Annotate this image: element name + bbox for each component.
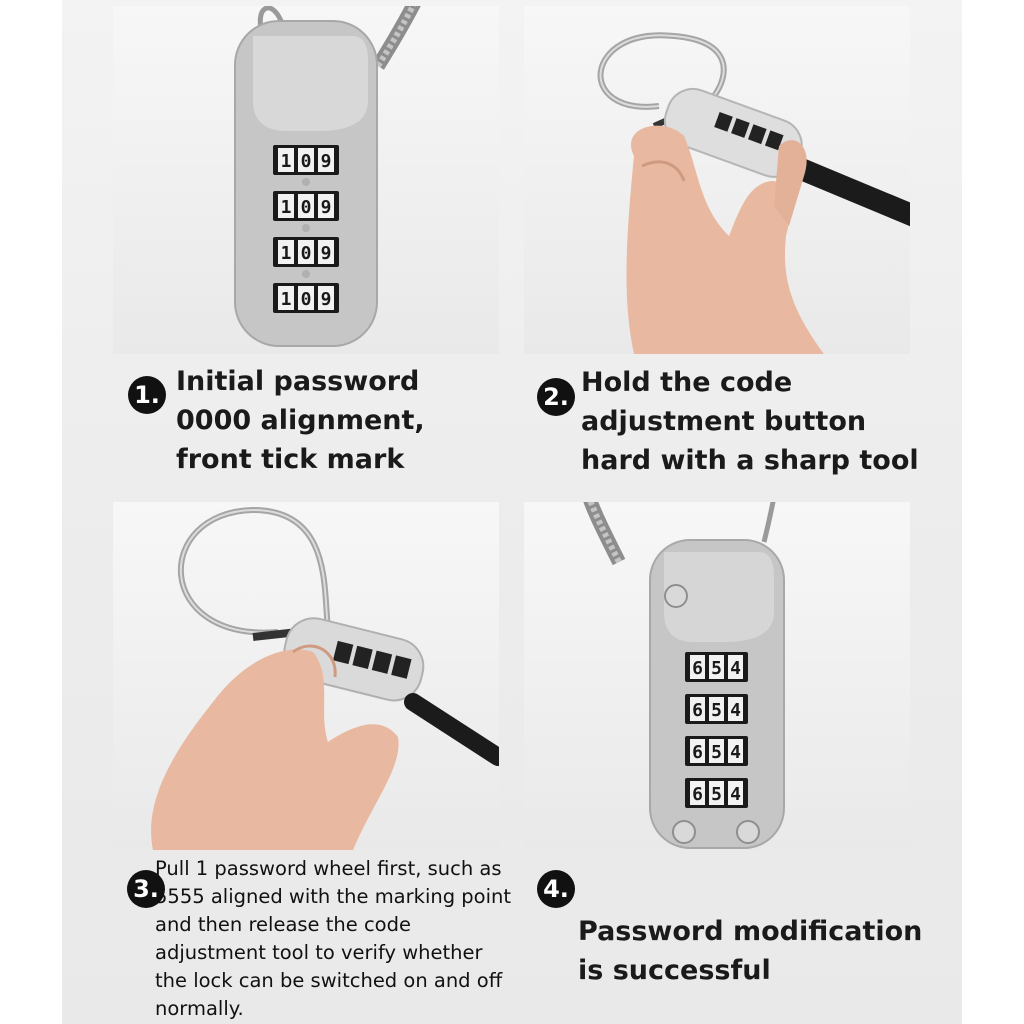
dial-digit: 9 — [320, 151, 332, 172]
step-1-badge: 1. — [128, 376, 166, 414]
dial-digit: 9 — [320, 243, 332, 264]
dial-digit: 6 — [692, 658, 703, 679]
dial-digit: 0 — [300, 243, 312, 264]
dial-digit: 9 — [320, 197, 332, 218]
dial-digit: 0 — [300, 197, 312, 218]
tick-mark — [302, 178, 310, 186]
step-1-caption: Initial password 0000 alignment, front tick mark — [176, 366, 425, 475]
dial-digit: 5 — [711, 784, 722, 805]
step-2-photo — [524, 6, 910, 354]
tick-mark — [302, 270, 310, 278]
dial-digit: 4 — [730, 784, 741, 805]
dial-digit: 6 — [692, 700, 703, 721]
step-3-caption: Pull 1 password wheel first, such as 5555 aligned with the marking point and then release the code adjustment tool to verify whether the lock can be switched on and off normally. — [155, 857, 512, 1020]
step-3-badge: 3. — [127, 870, 165, 908]
step-4-caption: Password modification is successful — [578, 916, 923, 986]
step-4-photo — [524, 502, 910, 850]
dial-digit: 4 — [730, 658, 741, 679]
dial-digit: 0 — [300, 151, 312, 172]
dial-digit: 4 — [730, 700, 741, 721]
dial-digit: 6 — [692, 784, 703, 805]
tick-mark — [302, 224, 310, 232]
dial-digit: 9 — [320, 289, 332, 310]
dial-digit: 6 — [692, 742, 703, 763]
step-1-photo — [113, 6, 499, 354]
dial-digit: 5 — [711, 658, 722, 679]
dial-digit: 1 — [280, 151, 292, 172]
dial-digit: 4 — [730, 742, 741, 763]
dial-digit: 1 — [280, 289, 292, 310]
dial-digit: 5 — [711, 742, 722, 763]
dial-digit: 5 — [711, 700, 722, 721]
dial-digit: 1 — [280, 243, 292, 264]
dial-digit: 1 — [280, 197, 292, 218]
dial-digit: 0 — [300, 289, 312, 310]
step-2-caption: Hold the code adjustment button hard with a sharp tool — [581, 367, 919, 476]
step-3-photo — [113, 502, 499, 850]
step-4-badge: 4. — [537, 870, 575, 908]
step-2-badge: 2. — [537, 378, 575, 416]
